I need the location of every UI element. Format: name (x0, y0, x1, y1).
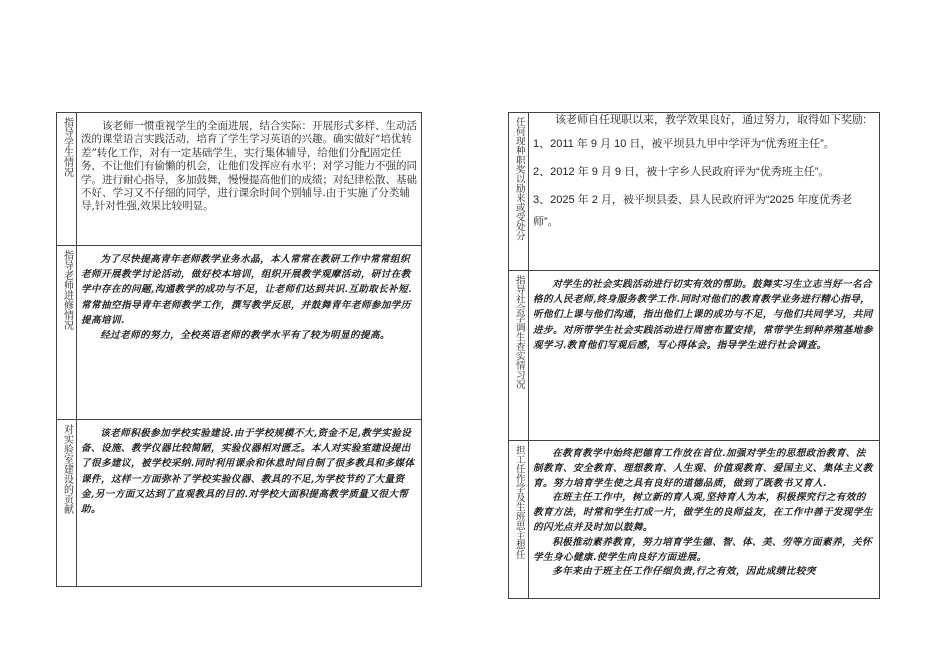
paragraph: 该老师积极参加学校实验建设.由于学校规模不大,资金不足,教学实验设备、设施、教学仪器比较简陋，实验仪器相对匮乏。本人对实验室建设提出了很多建议，被学校采纳.同时利用课余和休息时间自制了很多教具和多媒体课件，这样一方面弥补了学校实验仪器、教具的不足,为学校节约了大量资金,另一方面又达到了直观教具的目的.对学校大面积提高教学质量又很大帮助。 (81, 428, 415, 516)
row-content (533, 113, 875, 270)
paragraph: 积极推动素养教育，努力培育学生德、智、体、美、劳等方面素养，关怀学生身心健康.使学生向良好方面进展。 (533, 536, 872, 563)
row-content (81, 246, 417, 419)
right-row-awards (509, 113, 879, 271)
left-row-lab-contribution (57, 420, 421, 586)
left-table (56, 112, 422, 587)
row-header: 担工任作学及生班思主想任 (509, 441, 529, 598)
paragraph: 对学生的社会实践活动进行切实有效的帮助。鼓舞实习生立志当好一名合格的人民老师,终身服务教学工作.同时对他们的教育教学业务进行精心指导，听他们上课与他们沟通，指出他们上课的成功与不足，与他们共同学习，共同进步。对所带学生社会实践活动进行周密布置安排，常带学生到种养殖基地参观学习.教育他们写观后感，写心得体会。指导学生进行社会调查。 (533, 279, 873, 351)
paragraph: 多年来由于班主任工作仔细负责,行之有效，因此成绩比较突 (552, 566, 816, 578)
right-row-class-teacher (509, 441, 879, 598)
row-content (533, 441, 875, 598)
paragraph: 该老师一惯重视学生的全面进展，结合实际：开展形式多样、生动活泼的课堂语言实践活动，培育了学生学习英语的兴趣。确实做好“培优转差”转化工作，对有一定基础学生，实行集体辅导，给他们分配固定任务，不让他们有偷懒的机会，让他们发挥应有水平；对学习能力不强的同学。进行耐心指导，多加鼓舞，慢慢提高他们的成绩；对纪律松散、基础不好、学习又不仔细的同学，进行课余时间个别辅导.由于实施了分类辅导,针对性强,效果比较明显。 (81, 120, 417, 213)
row-header: 指导社会学调生查实情习况 (509, 271, 529, 440)
right-table (508, 112, 880, 599)
paragraph: 经过老师的努力，全校英语老师的教学水平有了较为明显的提高。 (100, 330, 391, 342)
award-item: 1、2011 年 9 月 10 日，被平坝县九甲中学评为“优秀班主任”。 (533, 138, 835, 150)
award-item: 3、2025 年 2 月，被平坝县委、县人民政府评为“2025 年度优秀老师”。 (533, 194, 853, 228)
left-row-student-guidance (57, 113, 421, 246)
paragraph: 在班主任工作中，树立新的育人观,坚持育人为本，积极探究行之有效的教育方法，时常和学生打成一片，做学生的良师益友，在工作中善于发现学生的闪光点并及时加以鼓舞。 (533, 492, 873, 533)
left-row-teacher-training (57, 246, 421, 420)
row-header: 指导学生情况 (57, 113, 77, 245)
row-header: 任何现种职奖以励来或受处分 (509, 113, 529, 270)
row-header: 指导老师进修情况 (57, 246, 77, 419)
row-content (81, 420, 417, 586)
awards-intro: 该老师自任现职以来，教学效果良好，通过努力，取得如下奖励: (555, 114, 867, 126)
award-item: 2、2012 年 9 月 9 日，被十字乡人民政府评为“优秀班主任”。 (533, 166, 830, 178)
paragraph: 在教育教学中始终把德育工作放在首位.加强对学生的思想政治教育、法制教育、安全教育、理想教育、人生观、价值观教育、爱国主义、集体主义教育。努力培育学生使之具有良好的道德品质，做到了既教书又育人. (533, 448, 873, 489)
right-row-social-practice (509, 271, 879, 441)
row-content (533, 271, 875, 440)
row-content (81, 113, 417, 245)
paragraph: 为了尽快提高青年老师教学业务水晶，本人常常在教研工作中常常组织老师开展教学讨论活动，做好校本培训，组织开展教学观摩活动，研讨在教学中存在的问题,沟通教学的成功与不足，让老师们达到共识.互助取长补短.常常抽空指导青年老师教学工作，撰写教学反思，并鼓舞青年老师参加学历提高培训. (81, 254, 413, 326)
row-header: 对实验室建设的贡献 (57, 420, 77, 586)
